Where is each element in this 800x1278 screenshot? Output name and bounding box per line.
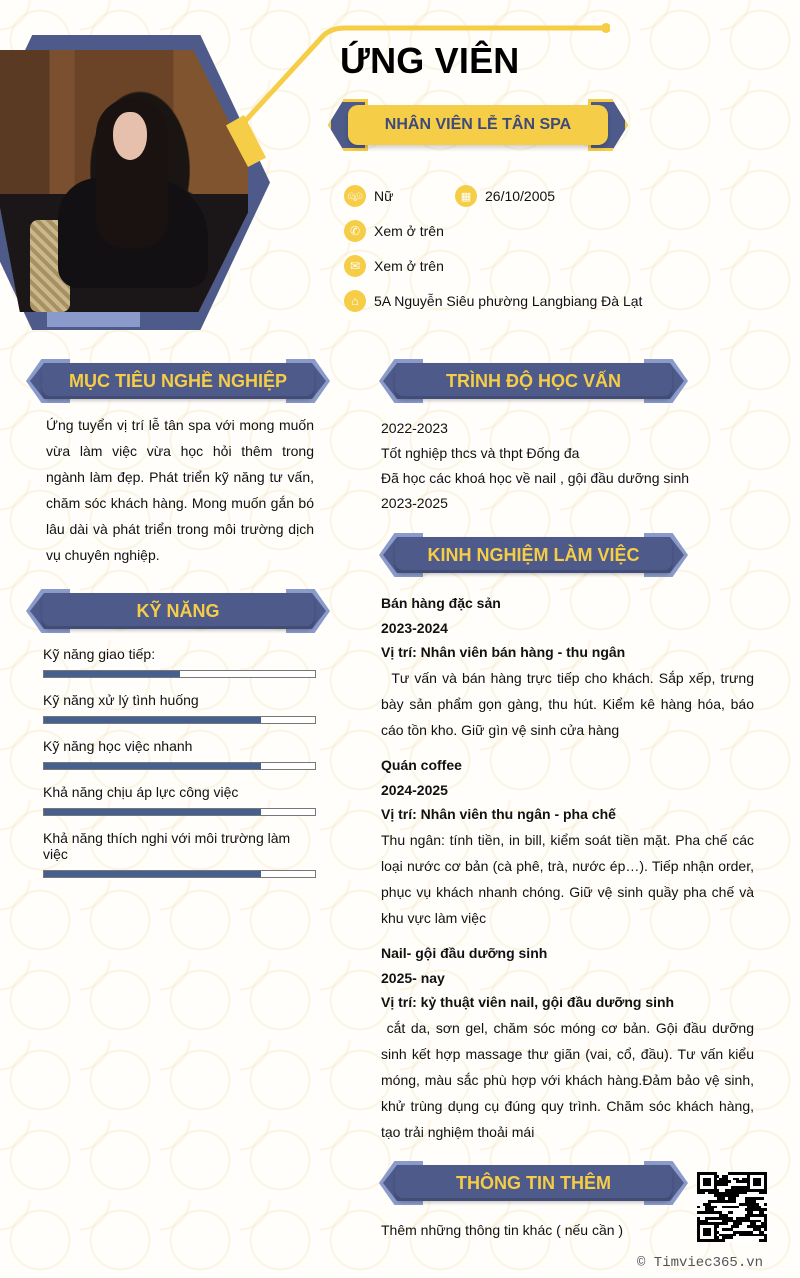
candidate-name: ỨNG VIÊN bbox=[340, 40, 520, 81]
job-title-banner bbox=[328, 97, 628, 153]
experience-description: cắt da, sơn gel, chăm sóc móng cơ bản. Gội đầu dưỡng sinh kết hợp massage thư giãn (vai, cổ, đầu). Tư vấn kiểu móng, màu sắc phù hợp với khách hàng.Đảm bảo vệ sinh, khử trùng dụng cụ đúng quy trình. Chăm sóc khách hàng, tạo trải nghiệm thoải mái bbox=[381, 1019, 758, 1140]
email-row bbox=[344, 255, 444, 277]
education-line: Tốt nghiệp thcs và thpt Đống đa bbox=[381, 445, 580, 461]
birthday-row bbox=[455, 185, 555, 207]
skill-label: Khả năng chịu áp lực công việc bbox=[43, 784, 239, 800]
experience-title: KINH NGHIỆM LÀM VIỆC bbox=[395, 537, 672, 573]
experience-period: 2024-2025 bbox=[381, 781, 448, 798]
skills-section-header bbox=[26, 589, 330, 633]
experience-position: Vị trí: Nhân viên thu ngân - pha chế bbox=[381, 806, 616, 822]
experience-description: Thu ngân: tính tiền, in bill, kiểm soát tiền mặt. Pha chế các loại nước cơ bản (cà phê, trà, nước ép…). Tiếp nhận order, phục vụ khách nhanh chóng. Giữ vệ sinh quầy pha chế và khu vực làm việc bbox=[381, 831, 754, 926]
address-row bbox=[344, 290, 642, 312]
address-value: 5A Nguyễn Siêu phường Langbiang Đà Lạt bbox=[374, 293, 643, 309]
education-line: Đã học các khoá học về nail , gội đầu dưỡng sinh bbox=[381, 470, 690, 486]
experience-period: 2025- nay bbox=[381, 969, 445, 986]
experience-item bbox=[381, 941, 758, 1145]
experience-item bbox=[381, 591, 758, 743]
skill-progress-bar bbox=[43, 670, 316, 678]
experience-company: Bán hàng đặc sản bbox=[381, 595, 501, 611]
skill-label: Khả năng thích nghi với môi trường làm việc bbox=[43, 830, 291, 862]
experience-period: 2023-2024 bbox=[381, 619, 448, 636]
home-icon: ⌂ bbox=[344, 290, 366, 312]
phone-icon: ✆ bbox=[344, 220, 366, 242]
additional-text: Thêm những thông tin khác ( nếu cần ) bbox=[381, 1222, 624, 1238]
experience-section-header bbox=[379, 533, 688, 577]
gender-row bbox=[344, 185, 393, 207]
email-icon: ✉ bbox=[344, 255, 366, 277]
phone-row bbox=[344, 220, 444, 242]
education-section-header bbox=[379, 359, 688, 403]
education-title: TRÌNH ĐỘ HỌC VẤN bbox=[395, 363, 672, 399]
skills-title: KỸ NĂNG bbox=[42, 593, 314, 629]
calendar-icon: ▦ bbox=[455, 185, 477, 207]
objective-title: MỤC TIÊU NGHỀ NGHIỆP bbox=[42, 363, 314, 399]
birthday-value: 26/10/2005 bbox=[485, 188, 556, 204]
education-content bbox=[381, 416, 689, 516]
gender-value: Nữ bbox=[374, 188, 394, 204]
skill-item bbox=[43, 784, 316, 816]
experience-description: Tư vấn và bán hàng trực tiếp cho khách. Sắp xếp, trưng bày sản phẩm gọn gàng, thu hút. Kiểm kê hàng hóa, báo cáo tồn kho. Giữ gìn vệ sinh cửa hàng bbox=[381, 669, 758, 738]
skill-label: Kỹ năng xử lý tình huống bbox=[43, 692, 199, 708]
additional-title: THÔNG TIN THÊM bbox=[395, 1165, 672, 1201]
footer-credit: © Timviec365.vn bbox=[637, 1255, 764, 1271]
skill-progress-bar bbox=[43, 716, 316, 724]
skill-label: Kỹ năng giao tiếp: bbox=[43, 646, 156, 662]
email-value: Xem ở trên bbox=[374, 258, 444, 274]
experience-position: Vị trí: kỷ thuật viên nail, gội đầu dưỡng sinh bbox=[381, 994, 675, 1010]
skill-progress-bar bbox=[43, 762, 316, 770]
education-line: 2022-2023 bbox=[381, 420, 448, 436]
experience-company: Nail- gội đầu dưỡng sinh bbox=[381, 945, 548, 961]
additional-section-header bbox=[379, 1161, 688, 1205]
qr-code bbox=[697, 1172, 767, 1242]
avatar-photo bbox=[0, 50, 248, 312]
job-title: NHÂN VIÊN LỄ TÂN SPA bbox=[348, 105, 608, 145]
skill-item bbox=[43, 830, 316, 878]
phone-value: Xem ở trên bbox=[374, 223, 444, 239]
objective-text: Ứng tuyển vị trí lễ tân spa với mong muốn vừa làm việc vừa học hỏi thêm trong ngành làm đẹp. Phát triển kỹ năng tư vấn, chăm sóc khách hàng. Mong muốn gắn bó lâu dài và phát triển trong môi trường dịch vụ chuyên nghiệp. bbox=[46, 417, 314, 563]
gender-icon: 👫︎ bbox=[344, 185, 366, 207]
skill-item bbox=[43, 738, 316, 770]
skill-progress-bar bbox=[43, 870, 316, 878]
education-line: 2023-2025 bbox=[381, 495, 448, 511]
skill-item bbox=[43, 646, 316, 678]
experience-company: Quán coffee bbox=[381, 757, 462, 773]
skill-item bbox=[43, 692, 316, 724]
avatar-bottom-accent bbox=[47, 312, 140, 327]
experience-position: Vị trí: Nhân viên bán hàng - thu ngân bbox=[381, 644, 626, 660]
experience-item bbox=[381, 753, 754, 931]
skill-progress-bar bbox=[43, 808, 316, 816]
skill-label: Kỹ năng học việc nhanh bbox=[43, 738, 193, 754]
objective-section-header bbox=[26, 359, 330, 403]
